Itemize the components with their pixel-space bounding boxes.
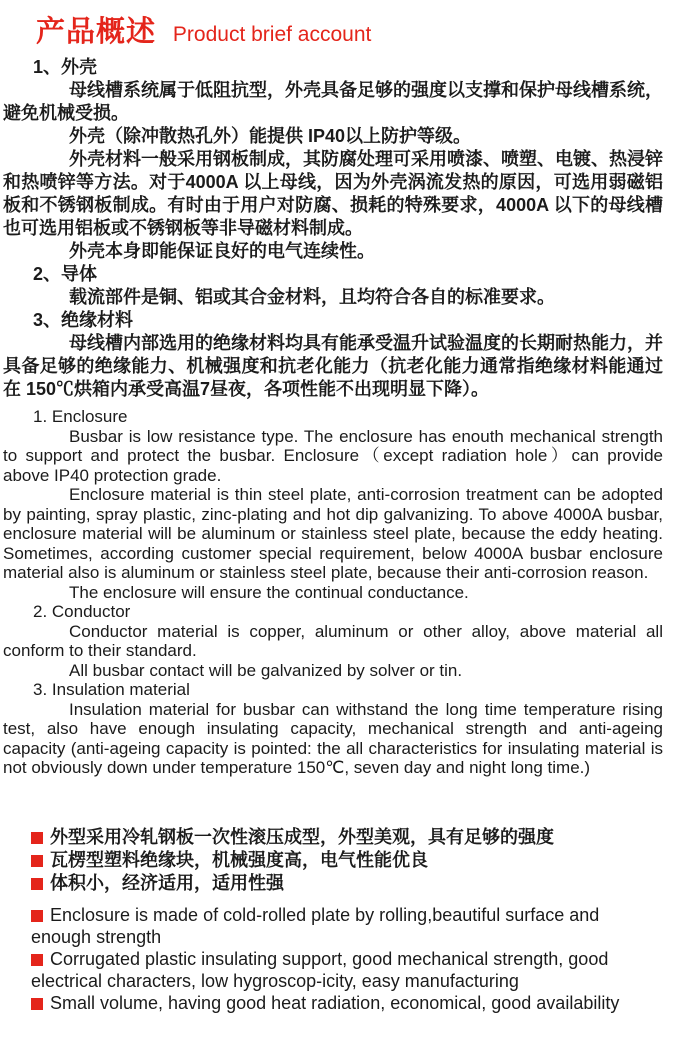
english-body xyxy=(3,407,663,778)
zh-paragraph: 外壳材料一般采用钢板制成，其防腐处理可采用喷漆、喷塑、电镀、热浸锌和热喷锌等方法。对于4000A 以上母线，因为外壳涡流发热的原因，可选用弱磁铝板和不锈钢板制成。有时由于用户对防腐、损耗的特殊要求，4000A 以下的母线槽也可选用铝板或不锈钢板等非导磁材料制成。 xyxy=(3,149,663,238)
feature-item-en xyxy=(31,948,663,992)
feature-list-en xyxy=(3,904,663,1014)
page-title xyxy=(36,14,663,51)
red-square-bullet-icon xyxy=(31,855,43,867)
en-paragraph: All busbar contact will be galvanized by solver or tin. xyxy=(69,660,463,680)
feature-item-zh xyxy=(31,826,663,849)
zh-paragraph: 母线槽系统属于低阻抗型，外壳具备足够的强度以支撑和保护母线槽系统，避免机械受损。 xyxy=(3,80,663,123)
en-paragraph: Enclosure material is thin steel plate, anti-corrosion treatment can be adopted by painting, spray plastic, zinc-plating and hot dip galvanizing. To above 4000A busbar, enclosure material will be aluminum or stainless steel plate, because the eddy heating. Sometimes, according customer special requirement, below 4000A busbar enclosure material also is aluminum or stainless steel plate, because their anti-corrosion reason. xyxy=(3,485,663,582)
feature-item-en xyxy=(31,904,663,948)
page-title-en: Product brief account xyxy=(172,23,372,46)
red-square-bullet-icon xyxy=(31,878,43,890)
feature-text: Corrugated plastic insulating support, good mechanical strength, good electrical characters, low hygroscop-icity, easy manufacturing xyxy=(31,948,609,991)
red-square-bullet-icon xyxy=(31,910,43,922)
feature-item-zh xyxy=(31,849,663,872)
feature-item-zh xyxy=(31,872,663,895)
feature-text: Enclosure is made of cold-rolled plate by rolling,beautiful surface and enough strength xyxy=(31,904,600,947)
red-square-bullet-icon xyxy=(31,954,43,966)
en-paragraph: Insulation material for busbar can withstand the long time temperature rising test, also have enough insulating capacity, mechanical strength and anti-ageing capacity (anti-ageing capacity is pointed: the all characteristics for insulating material is not obviously down under temperature 150℃, seven day and night long time.) xyxy=(3,699,663,777)
red-square-bullet-icon xyxy=(31,998,43,1010)
red-square-bullet-icon xyxy=(31,832,43,844)
en-paragraph: Busbar is low resistance type. The enclosure has enouth mechanical strength to support and protect the busbar. Enclosure（except radiation hole）can provide above IP40 protection grade. xyxy=(3,426,663,485)
zh-section-heading-insulation: 3、绝缘材料 xyxy=(33,310,134,330)
zh-section-heading-enclosure: 1、外壳 xyxy=(33,57,98,77)
en-section-heading-enclosure: 1. Enclosure xyxy=(33,407,128,426)
en-section-heading-insulation: 3. Insulation material xyxy=(33,680,190,699)
zh-paragraph: 外壳（除冲散热孔外）能提供 IP40以上防护等级。 xyxy=(69,126,472,146)
en-section-heading-conductor: 2. Conductor xyxy=(33,602,131,621)
feature-text: Small volume, having good heat radiation, economical, good availability xyxy=(50,992,620,1013)
zh-paragraph: 载流部件是铜、铝或其合金材料，且均符合各自的标准要求。 xyxy=(69,287,555,307)
feature-text: 外型采用冷轧钢板一次性滚压成型，外型美观，具有足够的强度 xyxy=(50,826,554,847)
zh-paragraph: 母线槽内部选用的绝缘材料均具有能承受温升试验温度的长期耐热能力，并具备足够的绝缘能力、机械强度和抗老化能力（抗老化能力通常指绝缘材料能通过在 150℃烘箱内承受高温7昼夜，各项性能不出现明显下降）。 xyxy=(3,333,663,399)
feature-list-zh xyxy=(3,826,663,895)
en-paragraph: The enclosure will ensure the continual conductance. xyxy=(69,582,469,602)
feature-item-en xyxy=(31,992,663,1014)
zh-paragraph: 外壳本身即能保证良好的电气连续性。 xyxy=(69,241,375,261)
en-paragraph: Conductor material is copper, aluminum or other alloy, above material all conform to their standard. xyxy=(3,621,663,660)
chinese-body xyxy=(3,56,663,401)
feature-text: 体积小，经济适用，适用性强 xyxy=(50,872,284,893)
feature-text: 瓦楞型塑料绝缘块，机械强度高，电气性能优良 xyxy=(50,849,428,870)
page-title-zh: 产品概述 xyxy=(36,16,157,48)
zh-section-heading-conductor: 2、导体 xyxy=(33,264,98,284)
